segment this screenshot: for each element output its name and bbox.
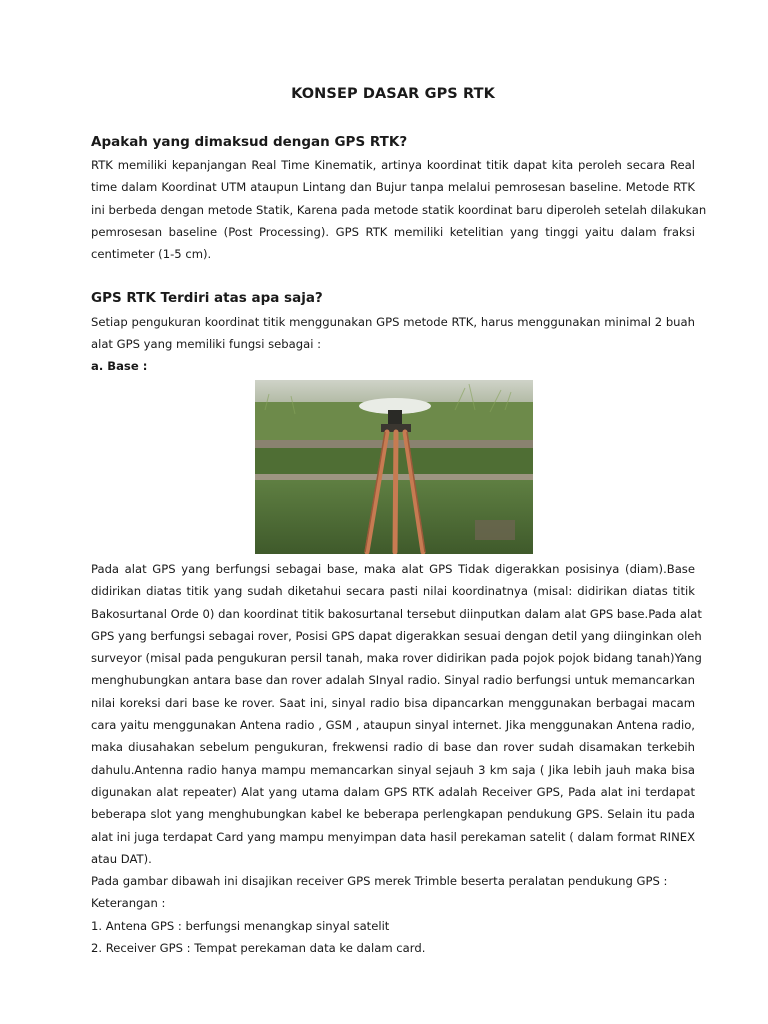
gps-base-tripod-photo	[255, 380, 533, 554]
paragraph-components	[91, 311, 695, 356]
paragraph-trimble-notes	[91, 870, 695, 959]
text-line: Pada alat GPS yang berfungsi sebagai base, maka alat GPS Tidak digerakkan posisinya (diam).Base	[91, 562, 695, 576]
text-line: dahulu.Antenna radio hanya mampu memancarkan sinyal sejauh 3 km saja ( Jika lebih jauh maka bisa	[91, 762, 695, 777]
text-line: Keterangan :	[91, 896, 166, 911]
section-heading-what-is-rtk: Apakah yang dimaksud dengan GPS RTK?	[91, 134, 408, 150]
base-label: a. Base :	[91, 359, 148, 373]
text-line: Bakosurtanal Orde 0) dan koordinat titik bakosurtanal tersebut diinputkan dalam alat GPS base.Pada alat	[91, 606, 702, 621]
text-line: alat ini juga terdapat Card yang mampu menyimpan data hasil perekaman satelit ( dalam format RINEX	[91, 829, 696, 844]
text-line: Pada gambar dibawah ini disajikan receiver GPS merek Trimble beserta peralatan pendukung GPS :	[91, 874, 668, 888]
paragraph-base-rover-explanation	[91, 558, 702, 870]
section-heading-components: GPS RTK Terdiri atas apa saja?	[91, 290, 323, 306]
text-line: maka diusahakan sebelum pengukuran, frekwensi radio di base dan rover sudah disamakan terkebih	[91, 740, 695, 755]
text-line: time dalam Koordinat UTM ataupun Lintang dan Bujur tanpa melalui pemrosesan baseline. Metode RTK	[91, 180, 695, 195]
page-title: KONSEP DASAR GPS RTK	[291, 86, 495, 102]
list-item: 1. Antena GPS : berfungsi menangkap sinyal satelit	[91, 918, 390, 933]
text-line: surveyor (misal pada pengukuran persil tanah, maka rover didirikan pada pojok pojok bidang tanah)Yang	[91, 651, 702, 666]
list-item: 2. Receiver GPS : Tempat perekaman data ke dalam card.	[91, 940, 426, 955]
text-line: nilai koreksi dari base ke rover. Saat ini, sinyal radio bisa dipancarkan menggunakan berbagai macam	[91, 695, 695, 710]
text-line: cara yaitu menggunakan Antena radio , GSM , ataupun sinyal internet. Jika menggunakan Antena radio,	[91, 718, 695, 733]
text-line: atau DAT).	[91, 851, 152, 866]
text-line: pemrosesan baseline (Post Processing). GPS RTK memiliki ketelitian yang tinggi yaitu dalam fraksi	[91, 224, 695, 239]
text-line: digunakan alat repeater) Alat yang utama dalam GPS RTK adalah Receiver GPS, Pada alat ini terdapat	[91, 784, 695, 799]
text-line: centimeter (1-5 cm).	[91, 247, 212, 262]
text-line: alat GPS yang memiliki fungsi sebagai :	[91, 337, 322, 352]
text-line: GPS yang berfungsi sebagai rover, Posisi GPS dapat digerakkan sesuai dengan detil yang diinginkan oleh	[91, 628, 702, 643]
paragraph-rtk-definition	[91, 154, 707, 265]
text-line: didirikan diatas titik yang sudah diketahui secara pasti nilai koordinatnya (misal: didirikan diatas titik	[91, 584, 695, 599]
text-line: beberapa slot yang menghubungkan kabel ke beberapa perlengkapan pendukung GPS. Selain itu pada	[91, 807, 695, 822]
text-line: menghubungkan antara base dan rover adalah SInyal radio. Sinyal radio berfungsi untuk memancarkan	[91, 673, 695, 688]
text-line: ini berbeda dengan metode Statik, Karena pada metode statik koordinat baru diperoleh setelah dilakukan	[91, 202, 707, 217]
text-line: RTK memiliki kepanjangan Real Time Kinematik, artinya koordinat titik dapat kita peroleh secara Real	[91, 158, 695, 172]
text-line: Setiap pengukuran koordinat titik menggunakan GPS metode RTK, harus menggunakan minimal 2 buah	[91, 315, 695, 329]
